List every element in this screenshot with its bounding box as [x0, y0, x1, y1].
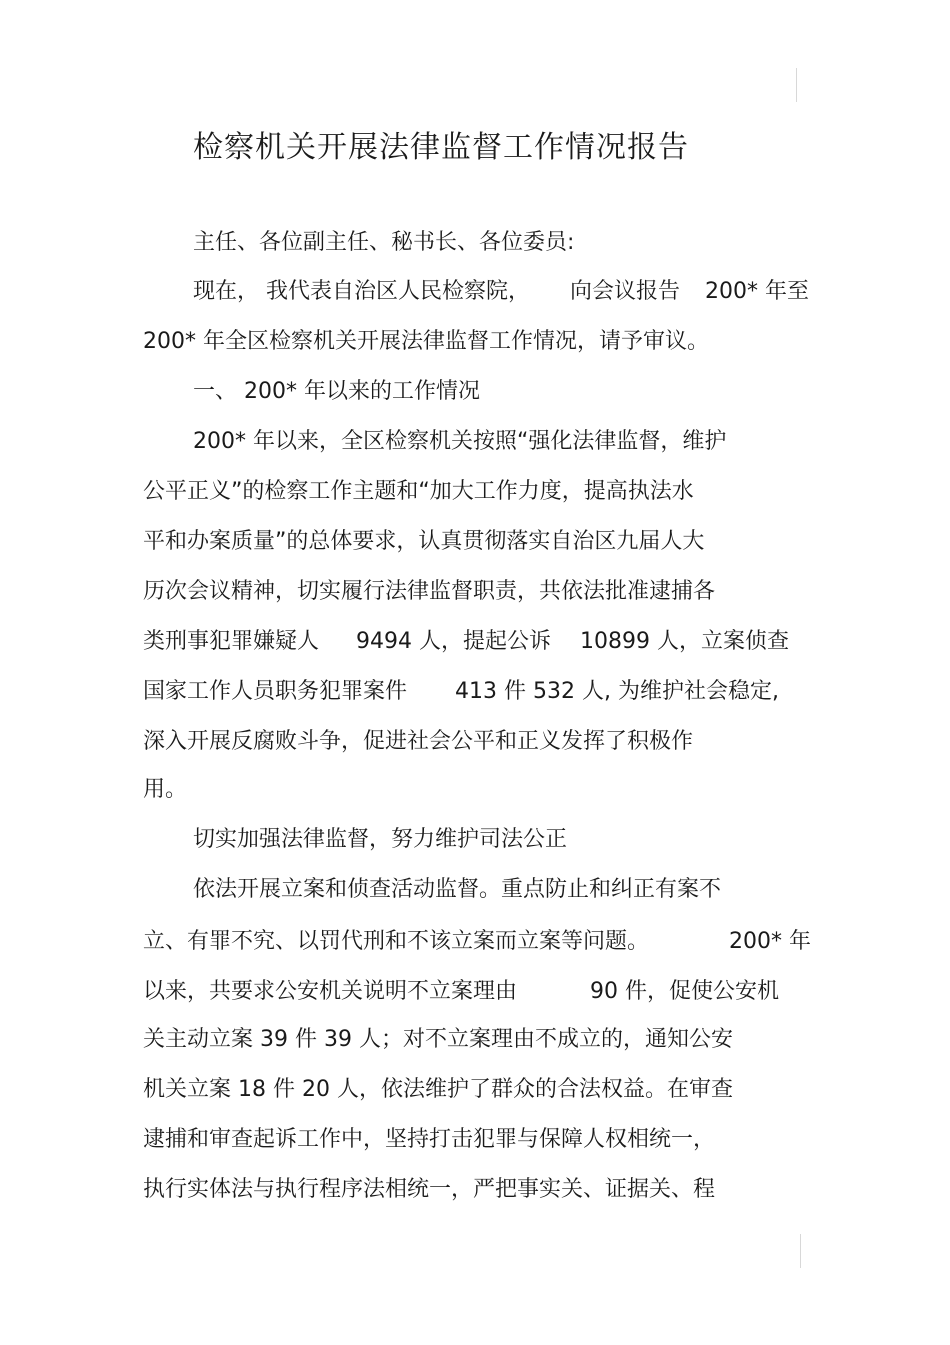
text-segment: 国家工作人员职务犯罪案件: [143, 679, 408, 704]
text-segment: 413 件 532 人, 为维护社会稳定,: [455, 679, 779, 704]
text-segment: 机关立案 18 件 20 人，依法维护了群众的合法权益。在审查: [143, 1077, 733, 1102]
document-title: 检察机关开展法律监督工作情况报告: [193, 130, 689, 165]
text-segment: 历次会议精神，切实履行法律监督职责，共依法批准逮捕各: [143, 579, 716, 604]
text-segment: 200* 年以来，全区检察机关按照“强化法律监督，维护: [193, 429, 727, 454]
text-segment: 关主动立案 39 件 39 人；对不立案理由不成立的，通知公安: [143, 1027, 733, 1052]
text-segment: 切实加强法律监督，努力维护司法公正: [193, 827, 568, 852]
text-segment: 以来，共要求公安机关说明不立案理由: [143, 979, 518, 1004]
text-segment: 一、 200* 年以来的工作情况: [193, 379, 480, 404]
text-segment: 现在， 我代表自治区人民检察院，: [193, 279, 530, 304]
text-segment: 9494 人，提起公诉: [356, 629, 551, 654]
text-segment: 依法开展立案和侦查活动监督。重点防止和纠正有案不: [193, 877, 722, 902]
text-segment: 200* 年至: [705, 279, 809, 304]
page-corner-mark: [800, 1234, 801, 1268]
text-segment: 平和办案质量”的总体要求，认真贯彻落实自治区九届人大: [143, 529, 705, 554]
text-segment: 200* 年全区检察机关开展法律监督工作情况，请予审议。: [143, 329, 709, 354]
page-corner-mark: [796, 68, 797, 102]
text-segment: 类刑事犯罪嫌疑人: [143, 629, 320, 654]
text-segment: 用。: [143, 777, 188, 802]
text-segment: 深入开展反腐败斗争，促进社会公平和正义发挥了积极作: [143, 729, 694, 754]
text-segment: 逮捕和审查起诉工作中，坚持打击犯罪与保障人权相统一，: [143, 1127, 716, 1152]
text-segment: 立、有罪不究、以罚代刑和不该立案而立案等问题。: [143, 929, 650, 954]
text-segment: 执行实体法与执行程序法相统一，严把事实关、证据关、程: [143, 1177, 716, 1202]
text-segment: 200* 年: [729, 929, 811, 954]
text-segment: 90 件，促使公安机: [590, 979, 779, 1004]
text-segment: 向会议报告: [570, 279, 681, 304]
text-segment: 主任、各位副主任、秘书长、各位委员:: [193, 230, 575, 255]
text-segment: 公平正义”的检察工作主题和“加大工作力度，提高执法水: [143, 479, 694, 504]
text-segment: 10899 人，立案侦查: [580, 629, 789, 654]
